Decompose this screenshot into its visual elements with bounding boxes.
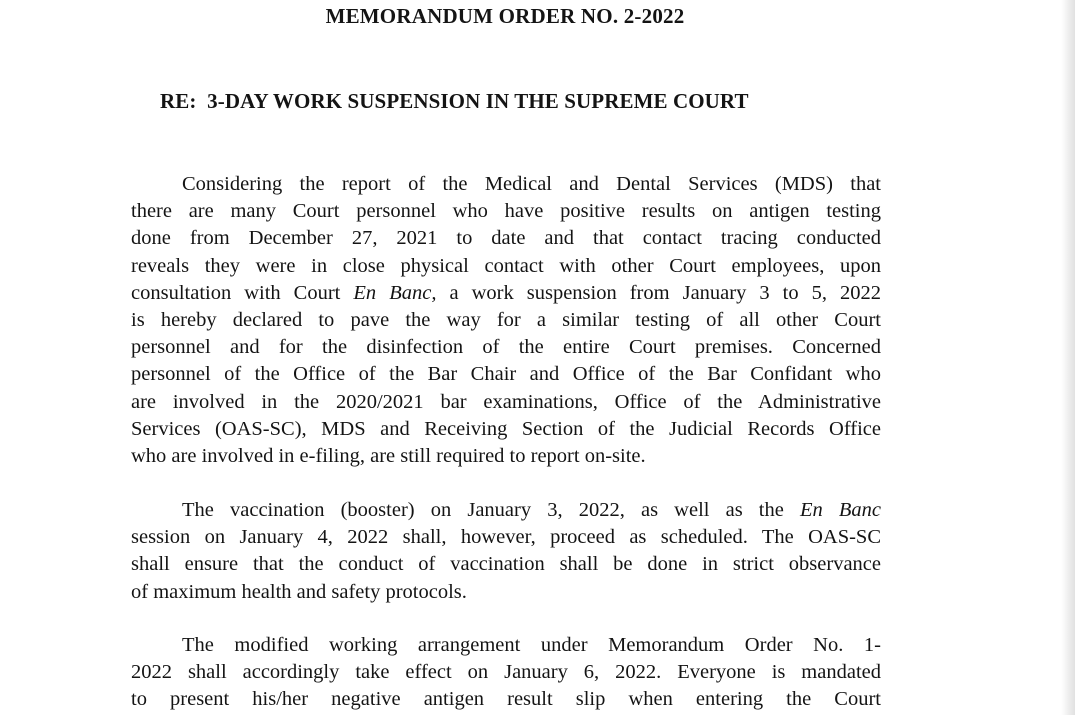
text-segment: The vaccination (booster) on January 3, 2022, as well as the xyxy=(182,499,800,521)
memorandum-subject: RE: 3-DAY WORK SUSPENSION IN THE SUPREME COURT xyxy=(160,89,749,113)
text-line: shall ensure that the conduct of vaccination shall be done in strict observance xyxy=(131,553,881,576)
text-line: who are involved in e-filing, are still required to report on-site. xyxy=(131,444,646,467)
paragraph-vaccination xyxy=(131,497,881,606)
text-line: personnel of the Office of the Bar Chair and Office of the Bar Confidant who xyxy=(131,363,881,386)
page-edge-shadow xyxy=(1061,0,1075,715)
text-line-en-banc xyxy=(131,280,881,307)
text-line: done from December 27, 2021 to date and that contact tracing conducted xyxy=(131,227,881,250)
paragraph-working-arrangement xyxy=(131,632,881,714)
text-line: reveals they were in close physical contact with other Court employees, upon xyxy=(131,254,881,277)
paragraph-work-suspension xyxy=(131,171,881,470)
text-segment: a work suspension from January 3 to 5, 2022 xyxy=(436,281,881,304)
text-line: The modified working arrangement under Memorandum Order No. 1- xyxy=(182,634,881,656)
text-line: Considering the report of the Medical and Dental Services (MDS) that xyxy=(182,173,881,195)
italic-en-banc: En Banc xyxy=(799,499,881,521)
text-line: is hereby declared to pave the way for a similar testing of all other Court xyxy=(131,308,881,331)
text-line-en-banc xyxy=(131,497,881,524)
text-line: session on January 4, 2022 shall, however, proceed as scheduled. The OAS-SC xyxy=(131,526,881,549)
text-line: 2022 shall accordingly take effect on January 6, 2022. Everyone is mandated xyxy=(131,661,881,684)
text-line: there are many Court personnel who have positive results on antigen testing xyxy=(131,200,881,223)
memorandum-title: MEMORANDUM ORDER NO. 2-2022 xyxy=(325,4,685,28)
italic-en-banc: En Banc, xyxy=(353,281,437,304)
text-line: Services (OAS-SC), MDS and Receiving Section of the Judicial Records Office xyxy=(131,417,881,440)
text-line: to present his/her negative antigen result slip when entering the Court xyxy=(131,688,881,711)
text-line: personnel and for the disinfection of the entire Court premises. Concerned xyxy=(131,336,881,359)
text-segment: consultation with Court xyxy=(131,281,354,304)
text-line: are involved in the 2020/2021 bar examinations, Office of the Administrative xyxy=(131,390,881,413)
text-line: of maximum health and safety protocols. xyxy=(131,580,467,603)
